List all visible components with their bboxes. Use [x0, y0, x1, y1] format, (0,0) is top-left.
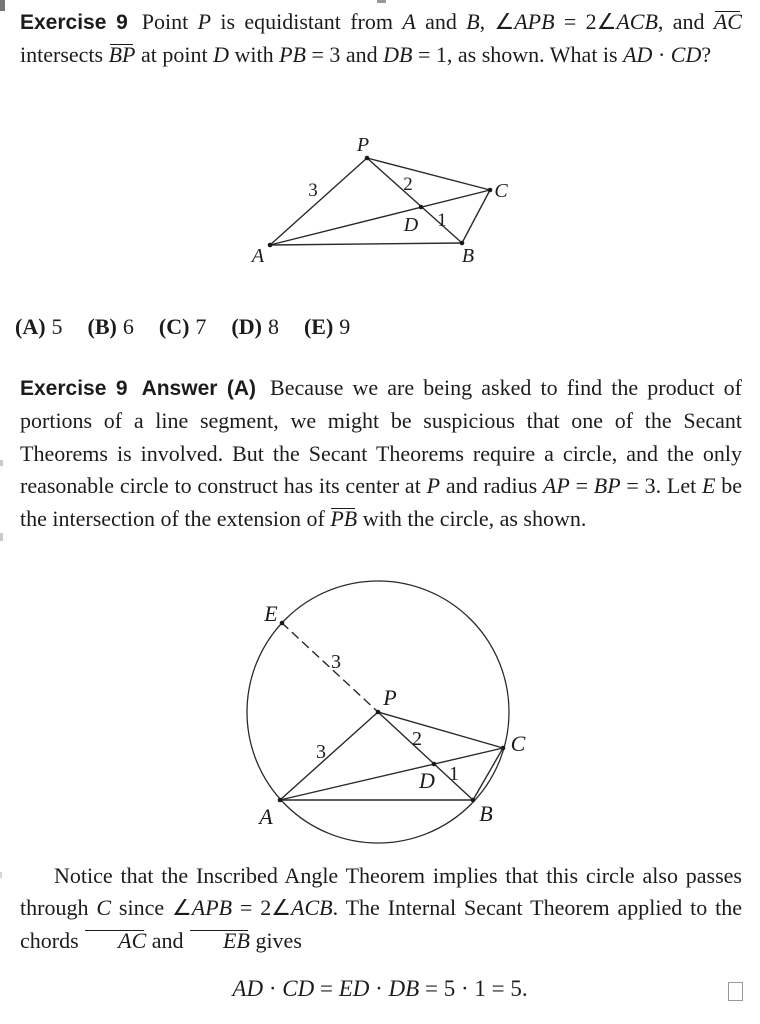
length-label-3: 3 — [316, 741, 326, 763]
text-segment: = 2∠ — [554, 9, 617, 34]
text-segment: , ∠ — [479, 9, 515, 34]
point-dot-E — [280, 621, 285, 626]
text-segment: = — [569, 473, 594, 499]
option-value: 6 — [122, 314, 134, 339]
text-segment: and — [146, 927, 190, 953]
segment-BC — [462, 190, 490, 243]
text-segment: Point — [141, 9, 198, 34]
text-segment: with — [228, 42, 280, 68]
text-segment: ED — [338, 976, 370, 1001]
text-segment: APB — [514, 9, 555, 34]
text-segment: with the circle, as shown. — [357, 505, 587, 531]
text-segment: intersects — [20, 42, 109, 68]
point-label-D: D — [403, 214, 419, 236]
text-segment: CD — [282, 976, 315, 1001]
point-dot-D — [432, 762, 437, 767]
text-segment: be the intersection of the extension of — [20, 473, 742, 531]
problem-statement — [20, 6, 742, 72]
option-value: 8 — [267, 314, 279, 339]
text-segment: Exercise 9 — [20, 11, 128, 34]
text-segment: ACB — [616, 9, 658, 34]
text-segment: and radius — [440, 473, 543, 499]
text-segment: = 3 and — [306, 42, 384, 68]
option-value: 7 — [195, 314, 207, 339]
option-letter: (A) — [15, 314, 46, 339]
text-segment: AC — [84, 930, 146, 952]
text-segment: ACB — [291, 895, 333, 921]
text-segment: P — [197, 9, 212, 34]
point-dot-D — [419, 205, 424, 210]
scan-artifact — [0, 0, 5, 11]
text-segment: BP — [593, 473, 621, 499]
text-segment: is equidistant from — [211, 9, 403, 34]
text-segment: AC — [713, 9, 742, 34]
text-segment: EB — [189, 930, 250, 952]
text-segment: E — [701, 473, 716, 499]
text-segment: . The Internal Secant Theorem applied to the chords — [20, 895, 742, 953]
point-label-E: E — [264, 601, 278, 626]
text-segment: gives — [249, 927, 302, 953]
text-segment: AD — [623, 42, 653, 68]
length-label-1: 1 — [449, 763, 459, 785]
text-segment: D — [213, 42, 229, 68]
text-segment: · — [652, 42, 671, 68]
point-dot-C — [501, 746, 506, 751]
point-dot-A — [278, 798, 283, 803]
segment-PA — [280, 712, 378, 800]
point-dot-B — [471, 798, 476, 803]
answer-options — [15, 314, 350, 340]
point-label-A: A — [259, 804, 273, 829]
text-segment: BP — [108, 42, 136, 68]
answer-option-C — [159, 314, 207, 340]
qed-box — [728, 982, 743, 1001]
text-segment: Answer (A) — [141, 377, 257, 400]
answer-option-A — [15, 314, 63, 340]
text-segment: = — [314, 976, 339, 1001]
text-segment: AP — [542, 473, 570, 499]
scan-artifact — [0, 460, 3, 466]
closing-paragraph — [20, 860, 742, 957]
text-segment: PB — [330, 505, 358, 531]
final-equation — [20, 976, 740, 1002]
point-label-B: B — [479, 801, 493, 826]
segment-AC — [270, 190, 490, 245]
text-segment: B — [466, 9, 480, 34]
option-value: 9 — [339, 314, 351, 339]
point-label-A: A — [251, 245, 265, 267]
text-segment: and — [415, 9, 467, 34]
length-label-3: 3 — [308, 180, 318, 201]
text-segment: , and — [657, 9, 714, 34]
text-segment: = 3. Let — [620, 473, 702, 499]
segment-PA — [270, 158, 367, 245]
option-letter: (B) — [87, 314, 117, 339]
text-segment: PB — [279, 42, 306, 68]
text-segment: = 5 · 1 = 5. — [419, 976, 528, 1001]
point-dot-P — [376, 710, 381, 715]
point-label-C: C — [494, 180, 508, 202]
text-segment: Because we are being asked to find the product of portions of a line segment, we might be suspicious that one of the Secant Theorems is involved. But the Secant Theorems require a circle, and the only reasonable circle to construct has its center at — [20, 375, 742, 499]
text-segment: = 2∠ — [232, 895, 292, 921]
length-label-2: 2 — [403, 174, 413, 195]
segment-BC — [473, 748, 503, 800]
text-segment: AD — [232, 976, 264, 1001]
text-segment: Notice that the Inscribed Angle Theorem implies that this circle also passes through — [20, 863, 742, 921]
option-letter: (E) — [303, 314, 334, 339]
scan-artifact — [0, 533, 3, 541]
text-segment: at point — [135, 42, 214, 68]
text-segment: DB — [383, 42, 413, 68]
scan-artifact — [0, 872, 2, 878]
scan-artifact — [377, 0, 386, 3]
text-segment: since ∠ — [111, 895, 192, 921]
text-segment: ? — [701, 42, 712, 68]
point-label-C: C — [510, 731, 526, 756]
triangle-figure — [235, 130, 520, 270]
point-label-P: P — [356, 134, 370, 156]
text-segment: DB — [388, 976, 420, 1001]
text-segment: P — [426, 473, 441, 499]
option-value: 5 — [51, 314, 63, 339]
point-dot-P — [365, 156, 370, 161]
answer-option-E — [304, 314, 350, 340]
dashed-segment-EP — [282, 623, 378, 712]
text-segment: · — [369, 976, 389, 1001]
text-segment: A — [402, 9, 416, 34]
point-label-B: B — [461, 245, 475, 267]
text-segment: = 1, as shown. What is — [412, 42, 624, 68]
option-letter: (C) — [158, 314, 190, 339]
option-letter: (D) — [231, 314, 262, 339]
point-dot-C — [488, 188, 493, 193]
point-label-D: D — [419, 768, 435, 793]
length-label-3: 3 — [331, 651, 341, 673]
length-label-1: 1 — [437, 210, 447, 231]
text-segment: APB — [191, 895, 233, 921]
answer-option-B — [88, 314, 134, 340]
point-dot-A — [268, 243, 273, 248]
text-segment: CD — [670, 42, 702, 68]
text-segment: Exercise 9 — [20, 377, 128, 400]
segment-AB — [270, 243, 462, 245]
text-segment: · — [263, 976, 283, 1001]
length-label-2: 2 — [412, 728, 422, 750]
answer-option-D — [231, 314, 279, 340]
segment-AC — [280, 748, 503, 800]
solution-paragraph — [20, 372, 742, 535]
circle-figure — [240, 572, 540, 857]
point-label-P: P — [383, 685, 397, 710]
text-segment: C — [96, 895, 112, 921]
